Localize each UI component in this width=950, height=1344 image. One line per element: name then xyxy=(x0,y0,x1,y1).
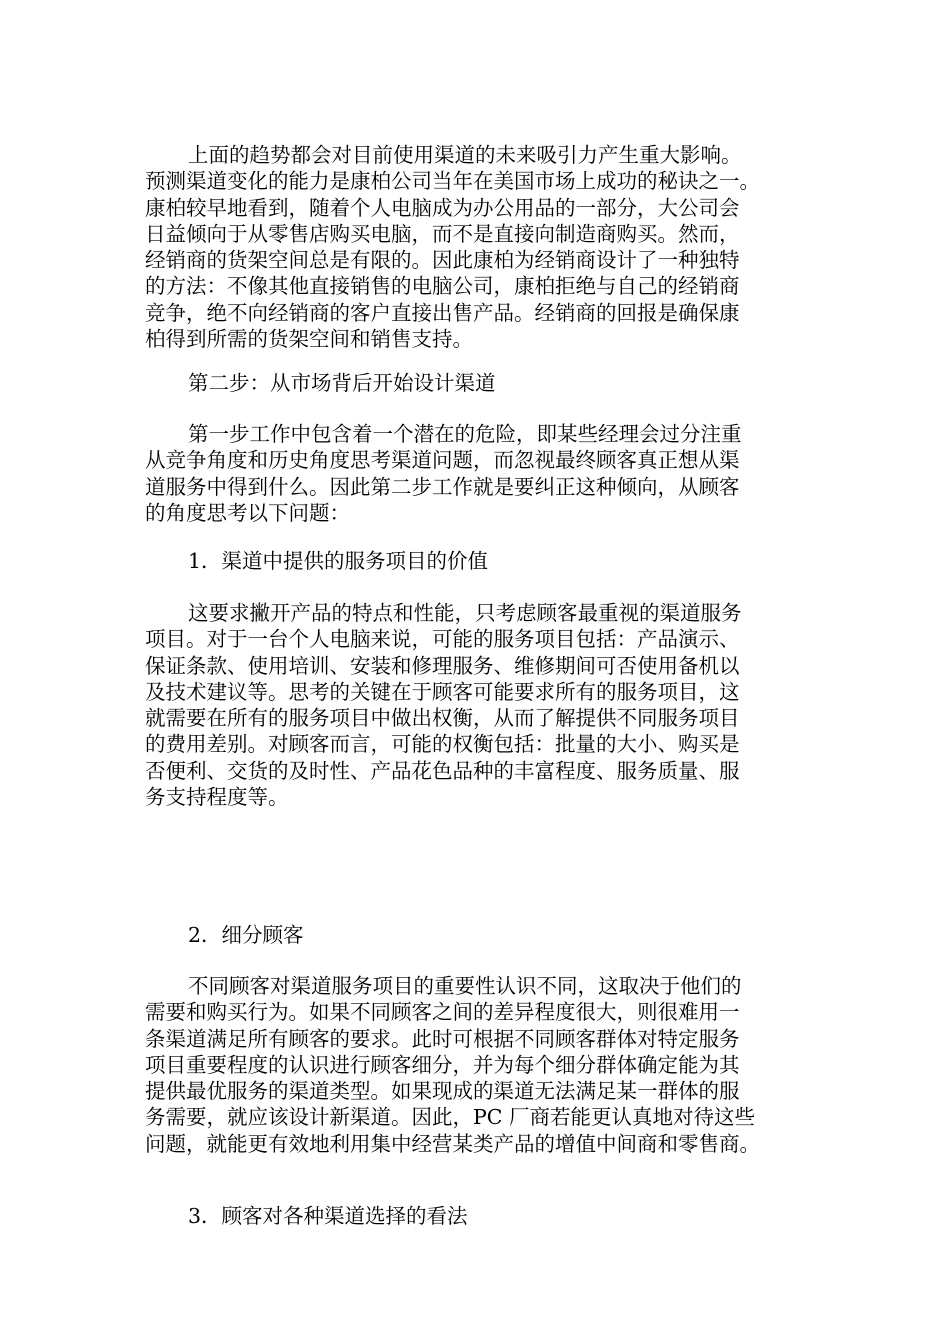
subheading-service-value xyxy=(145,548,810,574)
text-line: 的方法：不像其他直接销售的电脑公司，康柏拒绝与自己的经销商 xyxy=(145,274,740,299)
subheading-segment-customers xyxy=(145,922,810,948)
text-line: 及技术建议等。思考的关键在于顾客可能要求所有的服务项目，这 xyxy=(145,679,740,704)
text-line: 需要和购买行为。如果不同顾客之间的差异程度很大，则很难用一 xyxy=(145,1000,740,1025)
heading-text: 2．细分顾客 xyxy=(188,923,304,947)
text-line: 条渠道满足所有顾客的要求。此时可根据不同顾客群体对特定服务 xyxy=(145,1026,740,1051)
text-line: 不同顾客对渠道服务项目的重要性认识不同，这取决于他们的 xyxy=(188,974,742,998)
text-line: 道服务中得到什么。因此第二步工作就是要纠正这种倾向，从顾客 xyxy=(145,474,740,499)
heading-text: 3．顾客对各种渠道选择的看法 xyxy=(188,1204,468,1228)
text-line: 务需要，就应该设计新渠道。因此，PC 厂商若能更认真地对待这些 xyxy=(145,1105,755,1130)
paragraph-service-items xyxy=(145,600,810,810)
text-line: 问题，就能更有效地利用集中经营某类产品的增值中间商和零售商。 xyxy=(145,1131,760,1156)
text-line: 项目重要程度的认识进行顾客细分，并为每个细分群体确定能为其 xyxy=(145,1052,740,1077)
heading-text: 1．渠道中提供的服务项目的价值 xyxy=(188,549,489,573)
text-line: 这要求撇开产品的特点和性能，只考虑顾客最重视的渠道服务 xyxy=(188,601,742,625)
paragraph-customer-perspective xyxy=(145,421,810,526)
text-line: 务支持程度等。 xyxy=(145,785,289,810)
text-line: 提供最优服务的渠道类型。如果现成的渠道无法满足某一群体的服 xyxy=(145,1079,740,1104)
heading-text: 第二步：从市场背后开始设计渠道 xyxy=(188,371,496,395)
text-line: 日益倾向于从零售店购买电脑，而不是直接向制造商购买。然而， xyxy=(145,221,740,246)
text-line: 上面的趋势都会对目前使用渠道的未来吸引力产生重大影响。 xyxy=(188,143,742,167)
text-line: 竞争，绝不向经销商的客户直接出售产品。经销商的回报是确保康 xyxy=(145,300,740,325)
text-line: 第一步工作中包含着一个潜在的危险，即某些经理会过分注重 xyxy=(188,422,742,446)
text-line: 预测渠道变化的能力是康柏公司当年在美国市场上成功的秘诀之一。 xyxy=(145,169,760,194)
text-line: 从竞争角度和历史角度思考渠道问题，而忽视最终顾客真正想从渠 xyxy=(145,448,740,473)
text-line: 就需要在所有的服务项目中做出权衡，从而了解提供不同服务项目 xyxy=(145,706,740,731)
subheading-channel-views xyxy=(145,1203,810,1229)
text-line: 否便利、交货的及时性、产品花色品种的丰富程度、服务质量、服 xyxy=(145,758,740,783)
text-line: 柏得到所需的货架空间和销售支持。 xyxy=(145,327,473,352)
text-line: 保证条款、使用培训、安装和修理服务、维修期间可否使用备机以 xyxy=(145,653,740,678)
text-line: 的角度思考以下问题： xyxy=(145,500,350,525)
section-heading-step-two xyxy=(145,370,810,396)
text-line: 康柏较早地看到，随着个人电脑成为办公用品的一部分，大公司会 xyxy=(145,195,740,220)
text-line: 经销商的货架空间总是有限的。因此康柏为经销商设计了一种独特 xyxy=(145,248,740,273)
text-line: 项目。对于一台个人电脑来说，可能的服务项目包括：产品演示、 xyxy=(145,627,740,652)
text-line: 的费用差别。对顾客而言，可能的权衡包括：批量的大小、购买是 xyxy=(145,732,740,757)
paragraph-customer-segmentation xyxy=(145,973,810,1157)
paragraph-channel-trends xyxy=(145,142,810,352)
